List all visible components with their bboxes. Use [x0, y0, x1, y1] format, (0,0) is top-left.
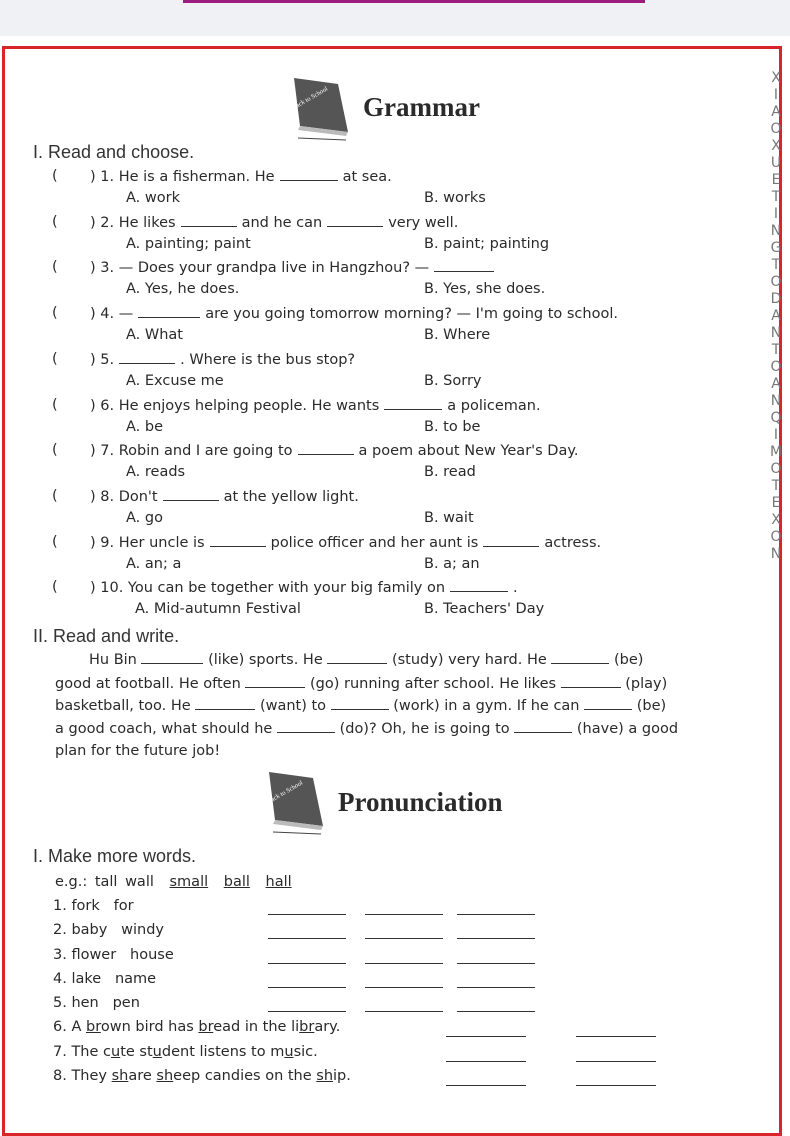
option-a[interactable]: A. be: [126, 418, 164, 435]
answer-blank[interactable]: [195, 697, 255, 710]
book-icon-label: Back to School: [291, 85, 330, 112]
answer-paren[interactable]: (: [52, 487, 58, 504]
answer-line[interactable]: [365, 914, 443, 915]
side-letter: E: [771, 172, 781, 188]
answer-line[interactable]: [576, 1036, 656, 1037]
answer-blank[interactable]: [298, 442, 354, 455]
answer-line[interactable]: [576, 1061, 656, 1062]
side-letter: D: [770, 291, 782, 307]
option-b[interactable]: B. works: [424, 190, 486, 206]
answer-line[interactable]: [268, 938, 346, 939]
option-b[interactable]: B. to be: [424, 418, 481, 435]
answer-blank[interactable]: [327, 214, 383, 227]
answer-line[interactable]: [446, 1085, 526, 1086]
side-letter: X: [771, 512, 781, 528]
side-letter: N: [770, 325, 782, 341]
passage-line-2: good at football. He often (go) running after school. He likes (play): [55, 676, 668, 692]
side-letter: X: [771, 70, 781, 86]
answer-line[interactable]: [365, 987, 443, 988]
option-a[interactable]: A. work: [126, 190, 180, 206]
side-letter: N: [770, 546, 782, 562]
option-b[interactable]: B. Where: [424, 327, 491, 344]
answer-blank[interactable]: [331, 697, 389, 710]
answer-line[interactable]: [268, 914, 346, 915]
top-accent-bar: [183, 0, 645, 3]
answer-line[interactable]: [365, 963, 443, 964]
answer-line[interactable]: [457, 987, 535, 988]
answer-blank[interactable]: [181, 214, 237, 227]
answer-blank[interactable]: [327, 651, 387, 664]
book-icon: [280, 76, 352, 142]
word-item: 2. baby windy: [53, 922, 165, 939]
section-make-words-heading: I. Make more words.: [33, 846, 197, 866]
side-letter: I: [773, 427, 779, 443]
side-letter: X: [771, 138, 781, 154]
side-letter: O: [770, 529, 782, 545]
option-b[interactable]: B. read: [424, 464, 476, 481]
answer-line[interactable]: [576, 1085, 656, 1086]
option-a[interactable]: A. go: [126, 509, 163, 526]
side-letter: N: [770, 223, 782, 239]
answer-paren[interactable]: (: [52, 442, 58, 459]
answer-blank[interactable]: [434, 259, 494, 272]
book-icon: [255, 770, 327, 836]
side-letter: O: [770, 461, 782, 477]
answer-paren[interactable]: (: [52, 168, 58, 184]
side-letter: I: [773, 206, 779, 222]
answer-line[interactable]: [457, 963, 535, 964]
option-b[interactable]: B. Yes, she does.: [424, 281, 546, 298]
answer-blank[interactable]: [514, 720, 572, 733]
option-b[interactable]: B. wait: [424, 509, 474, 526]
top-band: [0, 0, 790, 36]
question-text: ) 7. Robin and I are going to a poem about New Year's Day.: [90, 443, 579, 460]
option-b[interactable]: B. Sorry: [424, 372, 482, 389]
answer-blank[interactable]: [210, 534, 266, 547]
answer-blank[interactable]: [277, 720, 335, 733]
answer-line[interactable]: [457, 938, 535, 939]
answer-line[interactable]: [365, 1011, 443, 1012]
word-item: 3. flower house: [53, 946, 174, 963]
sentence-item: 7. The cute student listens to music.: [53, 1043, 318, 1060]
option-b[interactable]: B. Teachers' Day: [424, 601, 545, 618]
word-item: 4. lake name: [53, 970, 157, 987]
sentence-item: 6. A brown bird has bread in the library.: [53, 1019, 341, 1035]
answer-paren[interactable]: (: [52, 579, 58, 596]
answer-paren[interactable]: (: [52, 213, 58, 230]
answer-blank[interactable]: [280, 168, 338, 181]
answer-blank[interactable]: [584, 697, 632, 710]
answer-paren[interactable]: (: [52, 350, 58, 367]
side-letter: E: [771, 495, 781, 511]
passage-line-1: Hu Bin (like) sports. He (study) very hard. He (be): [89, 652, 644, 668]
option-a[interactable]: A. Excuse me: [126, 372, 224, 389]
option-a[interactable]: A. Mid-autumn Festival: [135, 601, 301, 618]
side-letter: A: [771, 104, 781, 120]
answer-line[interactable]: [446, 1061, 526, 1062]
question-text: ) 1. He is a fisherman. He at sea.: [90, 169, 392, 185]
passage-line-5: plan for the future job!: [55, 743, 221, 759]
side-letter: T: [771, 189, 781, 205]
side-letter: T: [771, 342, 781, 358]
answer-blank[interactable]: [141, 651, 203, 664]
answer-line[interactable]: [446, 1036, 526, 1037]
word-item: 1. fork for: [53, 898, 134, 914]
question-text: ) 10. You can be together with your big family on .: [90, 580, 518, 597]
answer-blank[interactable]: [384, 397, 442, 410]
question-text: ) 5. . Where is the bus stop?: [90, 351, 356, 368]
side-letter: G: [770, 240, 782, 256]
option-a[interactable]: A. painting; paint: [126, 235, 251, 252]
answer-blank[interactable]: [450, 579, 508, 592]
question-text: ) 9. Her uncle is police officer and her aunt is actress.: [90, 534, 602, 551]
side-letter: Q: [770, 410, 782, 426]
book-icon-label: Back to School: [266, 779, 305, 806]
word-item: 5. hen pen: [53, 995, 140, 1012]
question-text: ) 8. Don't at the yellow light.: [90, 488, 359, 505]
option-b[interactable]: B. paint; painting: [424, 235, 550, 252]
pronunciation-title: Pronunciation: [338, 787, 503, 817]
section-read-write-heading: II. Read and write.: [33, 626, 180, 646]
side-letter: U: [770, 155, 782, 171]
example-line: e.g.: tall wall small ball hall: [55, 874, 292, 890]
option-b[interactable]: B. a; an: [424, 555, 480, 572]
option-a[interactable]: A. an; a: [126, 555, 182, 572]
side-letter: I: [773, 87, 779, 103]
answer-blank[interactable]: [483, 534, 539, 547]
side-letter: O: [770, 121, 782, 137]
answer-paren[interactable]: (: [52, 305, 58, 322]
answer-blank[interactable]: [119, 351, 175, 364]
question-text: ) 3. — Does your grandpa live in Hangzhou? —: [90, 259, 499, 276]
grammar-title: Grammar: [363, 92, 480, 122]
side-letter: O: [770, 274, 782, 290]
answer-blank[interactable]: [138, 305, 200, 318]
side-letter: T: [771, 478, 781, 494]
section-read-choose-heading: I. Read and choose.: [33, 142, 195, 162]
answer-blank[interactable]: [551, 651, 609, 664]
answer-line[interactable]: [457, 914, 535, 915]
answer-blank[interactable]: [561, 675, 621, 688]
option-a[interactable]: A. Yes, he does.: [126, 281, 240, 298]
answer-line[interactable]: [457, 1011, 535, 1012]
option-a[interactable]: A. What: [126, 327, 183, 344]
side-letter: N: [770, 393, 782, 409]
side-letter: M: [769, 444, 783, 460]
question-text: ) 6. He enjoys helping people. He wants a policeman.: [90, 397, 541, 414]
option-a[interactable]: A. reads: [126, 464, 186, 481]
sentence-item: 8. They share sheep candies on the ship.: [53, 1068, 351, 1084]
answer-paren[interactable]: (: [52, 259, 58, 276]
answer-blank[interactable]: [245, 675, 305, 688]
side-letter: O: [770, 359, 782, 375]
answer-line[interactable]: [268, 963, 346, 964]
answer-line[interactable]: [268, 1011, 346, 1012]
side-letter-strip: [762, 70, 790, 563]
answer-line[interactable]: [268, 987, 346, 988]
side-letter: A: [771, 308, 781, 324]
answer-blank[interactable]: [163, 488, 219, 501]
side-letter: A: [771, 376, 781, 392]
answer-line[interactable]: [365, 938, 443, 939]
side-letter: T: [771, 257, 781, 273]
question-text: ) 2. He likes and he can very well.: [90, 214, 459, 231]
passage-line-3: basketball, too. He (want) to (work) in a gym. If he can (be): [55, 698, 667, 714]
answer-paren[interactable]: (: [52, 533, 58, 550]
passage-line-4: a good coach, what should he (do)? Oh, he is going to (have) a good: [55, 721, 679, 737]
question-text: ) 4. — are you going tomorrow morning? — I'm going to school.: [90, 306, 618, 323]
answer-paren[interactable]: (: [52, 396, 58, 413]
